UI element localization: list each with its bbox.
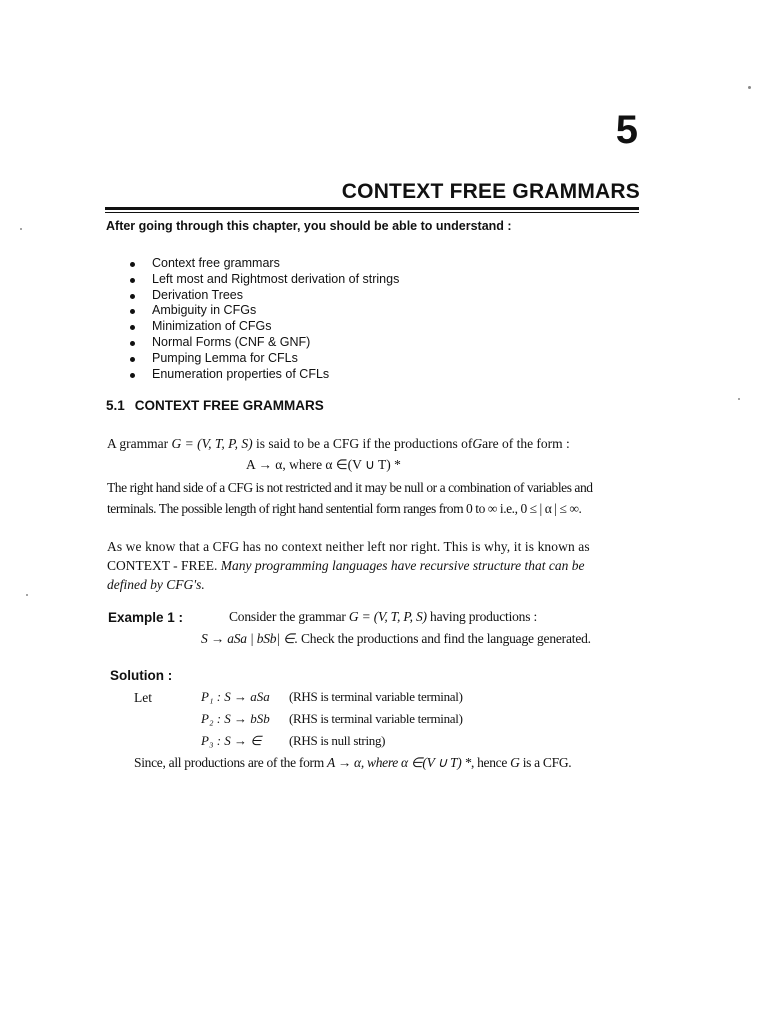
section-number: 5.1 [106,398,125,413]
example-post: having productions : [430,609,538,624]
objective-text: Ambiguity in CFGs [152,303,257,318]
production-note: (RHS is terminal variable terminal) [289,711,463,726]
example-line-1 [229,609,537,625]
solution-let: Let [134,690,152,705]
bullet-icon [130,309,135,314]
production-form-formula: A → α, where α ∈(V ∪ T) * [246,457,401,472]
rhs-paragraph-line-1: The right hand side of a CFG is not restricted and it may be null or a combination of variables and [107,480,593,495]
list-item [130,319,399,335]
section-heading [106,398,324,413]
conclusion-pre: Since, all productions are of the form [134,755,324,770]
bullet-icon [130,357,135,362]
bullet-icon [130,341,135,346]
objective-text: Normal Forms (CNF & GNF) [152,334,311,349]
example-grammar: G = (V, T, P, S) [348,609,427,624]
list-item [130,288,399,304]
objective-text: Minimization of CFGs [152,319,272,334]
objective-text: Pumping Lemma for CFLs [152,350,298,365]
production-rule: P₃ : S → ∈ [201,733,262,748]
bullet-icon [130,373,135,378]
scan-speck [20,228,22,230]
title-rule-thick [105,207,639,210]
context-italic-text: Many programming languages have recursive structure that can be [220,558,585,573]
production-row [201,689,463,705]
bullet-icon [130,325,135,330]
conclusion-grammar-symbol: G [510,755,520,770]
production-note: (RHS is terminal variable terminal) [289,689,463,704]
definition-post: are of the form : [482,436,570,451]
list-item [130,303,399,319]
chapter-number: 5 [615,108,638,152]
bullet-icon [130,278,135,283]
grammar-symbol: G [472,436,483,451]
objectives-list [130,256,399,382]
example-productions: S → aSa | bSb| ∈. [201,631,298,646]
example-task: Check the productions and find the language generated. [300,631,591,646]
definition-pre: A grammar [107,436,169,451]
list-item [130,335,399,351]
scan-speck [748,86,751,89]
solution-conclusion [134,755,571,771]
example-label: Example 1 : [108,610,184,625]
example-line-2 [201,631,591,647]
example-pre: Consider the grammar [229,609,346,624]
context-free-term: CONTEXT - FREE. [107,558,218,573]
objective-text: Derivation Trees [152,287,244,302]
list-item [130,256,399,272]
grammar-tuple: G = (V, T, P, S) [171,436,253,451]
production-note: (RHS is null string) [289,733,386,748]
production-row [201,711,463,727]
chapter-title: CONTEXT FREE GRAMMARS [341,180,640,203]
conclusion-post: is a CFG. [522,755,572,770]
rhs-paragraph-line-2: terminals. The possible length of right hand sentential form ranges from 0 to ∞ i.e., 0 ≤ | α | ≤ ∞. [107,501,582,516]
objective-text: Enumeration properties of CFLs [152,366,330,381]
production-row [201,733,385,749]
list-item [130,367,399,383]
definition-mid: is said to be a CFG if the productions of [255,436,473,451]
bullet-icon [130,294,135,299]
objective-text: Left most and Rightmost derivation of strings [152,271,400,286]
list-item [130,272,399,288]
context-paragraph-line-2 [107,558,584,574]
title-rule-thin [105,212,639,213]
context-paragraph-line-3: defined by CFG's. [107,577,205,592]
conclusion-mid: , hence [470,755,508,770]
objective-text: Context free grammars [152,256,280,270]
production-rule: P₂ : S → bSb [201,711,270,726]
chapter-intro: After going through this chapter, you should be able to understand : [106,219,512,233]
bullet-icon [130,262,135,267]
definition-line [107,436,570,452]
list-item [130,351,399,367]
scan-speck [738,398,740,400]
section-title: CONTEXT FREE GRAMMARS [134,398,324,413]
conclusion-formula: A → α, where α ∈(V ∪ T) * [327,755,471,770]
context-paragraph-line-1: As we know that a CFG has no context neither left nor right. This is why, it is known as [107,539,590,554]
solution-label: Solution : [110,668,173,683]
production-rule: P₁ : S → aSa [201,689,270,704]
scan-speck [26,594,28,596]
